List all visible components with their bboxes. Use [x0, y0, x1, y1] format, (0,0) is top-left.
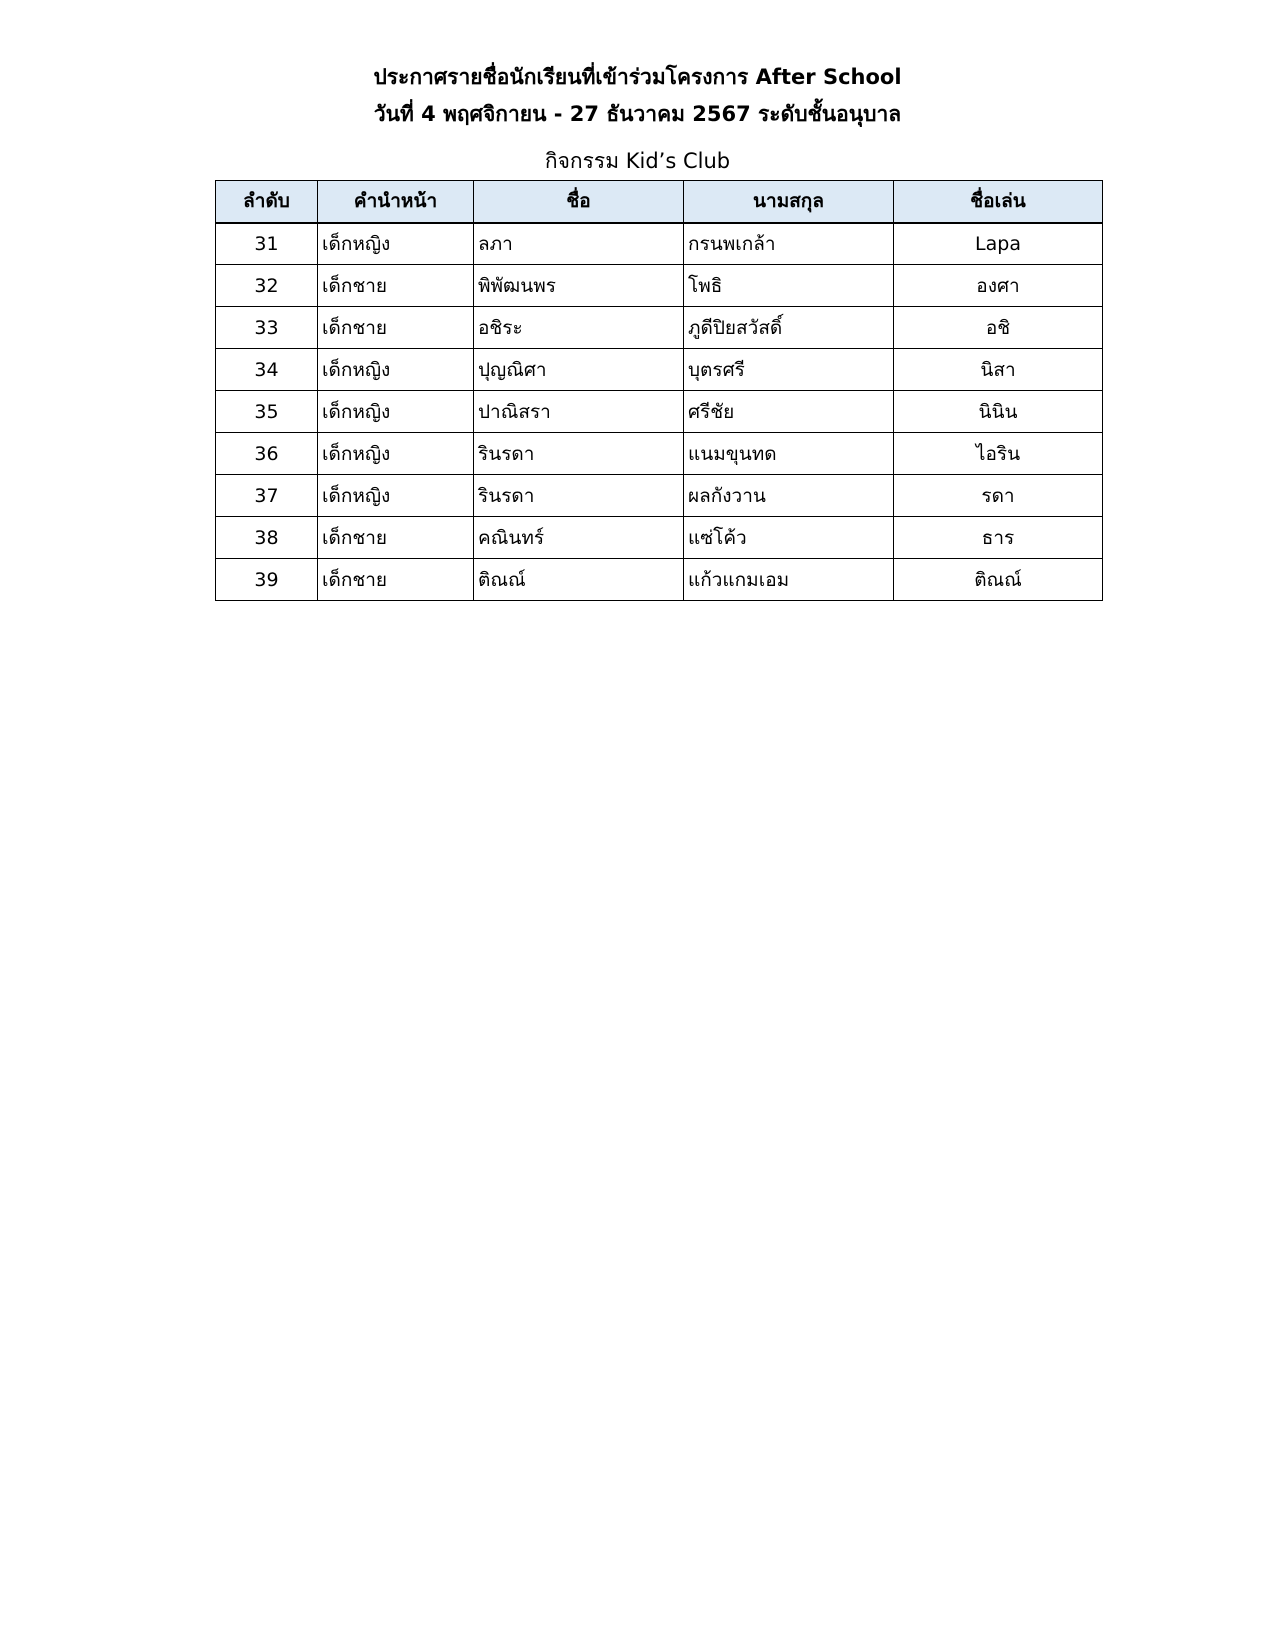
- header-first-name: ชื่อ: [474, 181, 684, 223]
- table-row: [216, 559, 1103, 601]
- table-row: [216, 265, 1103, 307]
- cell-no: 37: [216, 475, 318, 517]
- cell-nickname: ติณณ์: [894, 559, 1103, 601]
- table-row: [216, 223, 1103, 265]
- cell-nickname: Lapa: [894, 223, 1103, 265]
- cell-nickname: นินิน: [894, 391, 1103, 433]
- cell-nickname: รดา: [894, 475, 1103, 517]
- cell-prefix: เด็กหญิง: [318, 223, 474, 265]
- cell-nickname: องศา: [894, 265, 1103, 307]
- cell-prefix: เด็กชาย: [318, 307, 474, 349]
- cell-nickname: อชิ: [894, 307, 1103, 349]
- cell-nickname: ไอริน: [894, 433, 1103, 475]
- cell-no: 33: [216, 307, 318, 349]
- cell-first-name: พิพัฒนพร: [474, 265, 684, 307]
- cell-prefix: เด็กชาย: [318, 265, 474, 307]
- table-row: [216, 391, 1103, 433]
- table-row: [216, 349, 1103, 391]
- header-last-name: นามสกุล: [684, 181, 894, 223]
- header-nickname: ชื่อเล่น: [894, 181, 1103, 223]
- page-subtitle-date-range: วันที่ 4 พฤศจิกายน - 27 ธันวาคม 2567 ระดับชั้นอนุบาล: [373, 102, 902, 126]
- table-row: [216, 517, 1103, 559]
- table-row: [216, 433, 1103, 475]
- table-row: [216, 475, 1103, 517]
- cell-no: 34: [216, 349, 318, 391]
- cell-prefix: เด็กหญิง: [318, 475, 474, 517]
- cell-first-name: อชิระ: [474, 307, 684, 349]
- cell-prefix: เด็กหญิง: [318, 349, 474, 391]
- cell-no: 36: [216, 433, 318, 475]
- cell-no: 31: [216, 223, 318, 265]
- cell-last-name: แนมขุนทด: [684, 433, 894, 475]
- cell-no: 38: [216, 517, 318, 559]
- cell-last-name: กรนพเกล้า: [684, 223, 894, 265]
- cell-first-name: ปุญณิศา: [474, 349, 684, 391]
- cell-first-name: ติณณ์: [474, 559, 684, 601]
- table-header-row: [216, 181, 1103, 223]
- cell-first-name: รินรดา: [474, 475, 684, 517]
- cell-first-name: ปาณิสรา: [474, 391, 684, 433]
- cell-no: 39: [216, 559, 318, 601]
- cell-last-name: ผลกังวาน: [684, 475, 894, 517]
- activity-title: กิจกรรม Kid’s Club: [544, 149, 731, 173]
- cell-last-name: โพธิ: [684, 265, 894, 307]
- cell-last-name: แก้วแกมเอม: [684, 559, 894, 601]
- cell-prefix: เด็กชาย: [318, 517, 474, 559]
- cell-last-name: แซ่โค้ว: [684, 517, 894, 559]
- cell-last-name: ศรีชัย: [684, 391, 894, 433]
- cell-nickname: ธาร: [894, 517, 1103, 559]
- cell-first-name: คณินทร์: [474, 517, 684, 559]
- cell-first-name: รินรดา: [474, 433, 684, 475]
- header-prefix: คำนำหน้า: [318, 181, 474, 223]
- cell-no: 35: [216, 391, 318, 433]
- cell-nickname: นิสา: [894, 349, 1103, 391]
- cell-prefix: เด็กชาย: [318, 559, 474, 601]
- header-no: ลำดับ: [216, 181, 318, 223]
- cell-last-name: ภูดีปิยสวัสดิ์: [684, 307, 894, 349]
- cell-prefix: เด็กหญิง: [318, 391, 474, 433]
- table-row: [216, 307, 1103, 349]
- cell-first-name: ลภา: [474, 223, 684, 265]
- cell-last-name: บุตรศรี: [684, 349, 894, 391]
- cell-no: 32: [216, 265, 318, 307]
- page-title: ประกาศรายชื่อนักเรียนที่เข้าร่วมโครงการ After School: [373, 65, 902, 89]
- student-roster-table: [215, 180, 1103, 601]
- cell-prefix: เด็กหญิง: [318, 433, 474, 475]
